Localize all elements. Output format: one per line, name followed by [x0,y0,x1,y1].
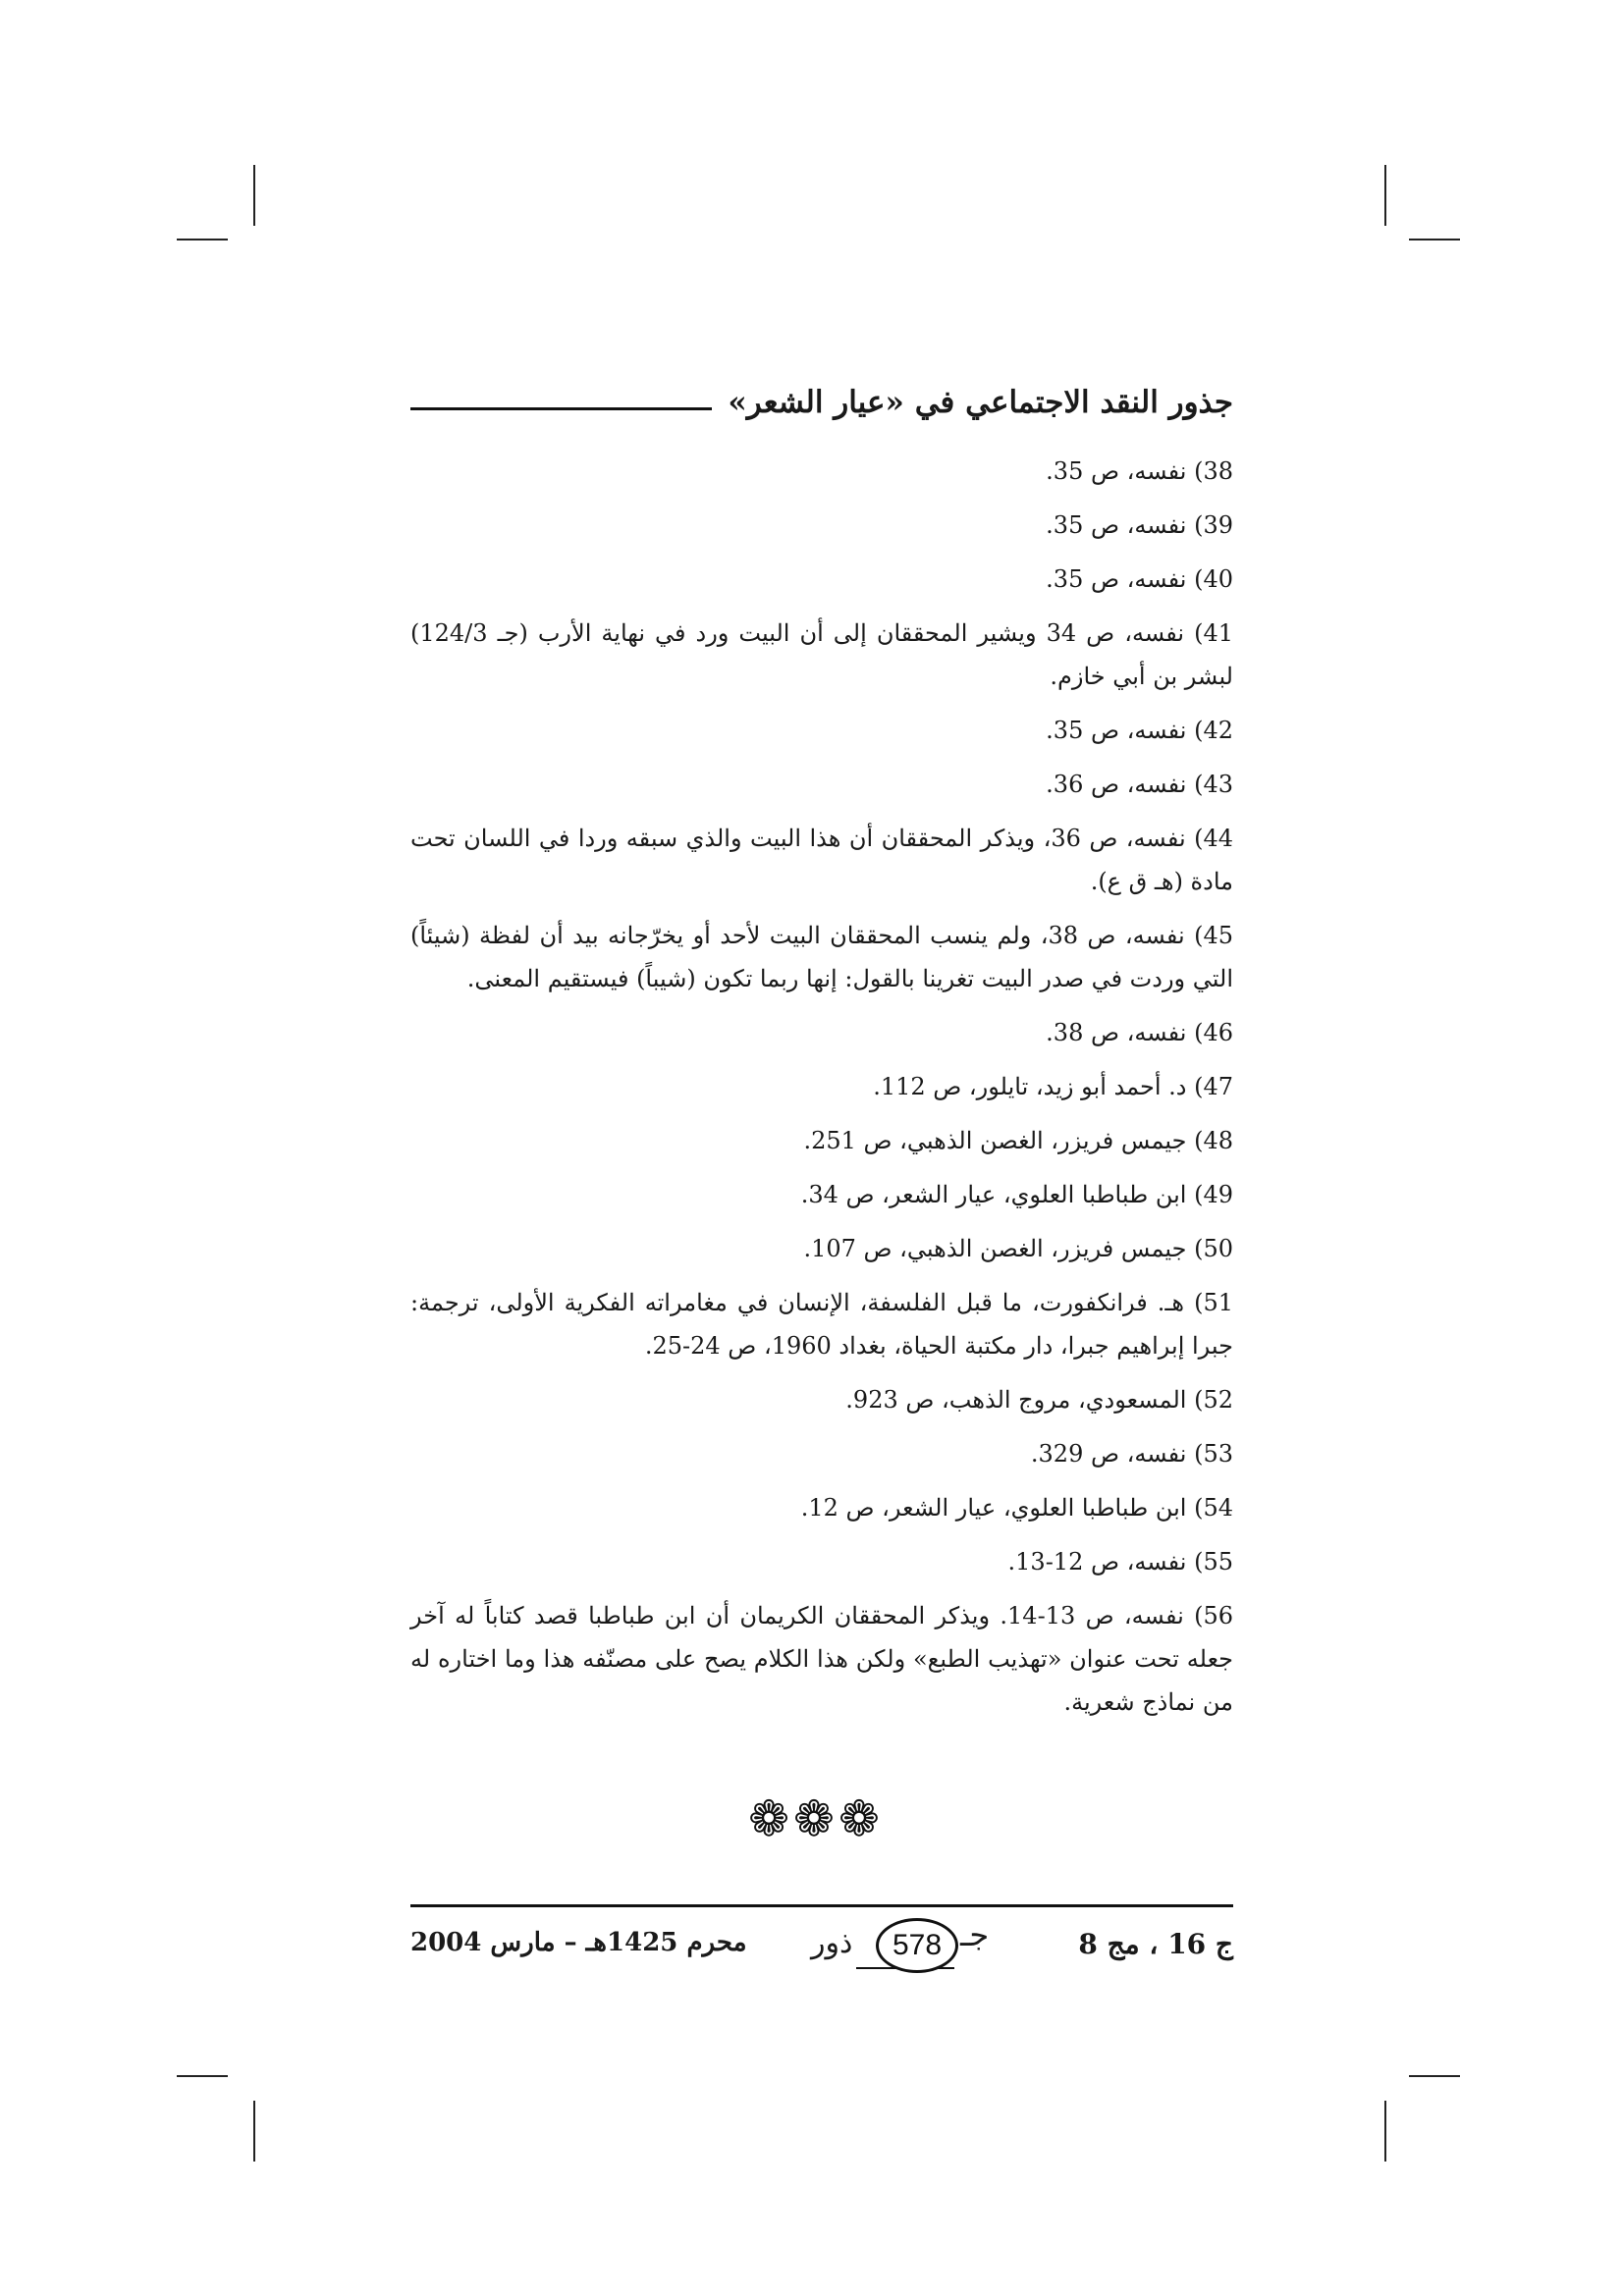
crop-mark [253,2101,255,2162]
endnote-51: 51) هـ. فرانكفورت، ما قبل الفلسفة، الإنسان في مغامراته الفكرية الأولى، ترجمة: جبرا إبراهيم جبرا، دار مكتبة الحياة، بغداد 1960، ص 24-25. [410,1289,1233,1360]
endnote-41: 41) نفسه، ص 34 ويشير المحققان إلى أن البيت ورد في نهاية الأرب (جـ 124/3) لبشر بن أبي خازم. [410,619,1234,690]
crop-mark [177,239,228,240]
endnote-54: 54) ابن طباطبا العلوي، عيار الشعر، ص 12. [800,1494,1233,1522]
endnote-50: 50) جيمس فريزر، الغصن الذهبي، ص 107. [803,1235,1233,1262]
endnote-46: 46) نفسه، ص 38. [1046,1019,1233,1046]
header-rule [410,407,712,410]
crop-mark [1384,2101,1386,2162]
page-footer [410,1908,1233,1987]
issue-date: محرم 1425هـ – مارس 2004 [410,1928,747,1957]
endnotes-list [410,450,1233,1735]
footer-rule [410,1904,1233,1907]
page-number: 578 [876,1918,958,1973]
crop-mark [253,165,255,226]
crop-mark [1384,165,1386,226]
flower-ornament-icon: ❁❁❁ [748,1790,884,1847]
endnote-53: 53) نفسه، ص 329. [1030,1440,1233,1468]
endnote-47: 47) د. أحمد أبو زيد، تايلور، ص 112. [873,1073,1233,1100]
endnote-39: 39) نفسه، ص 35. [1046,511,1233,539]
endnote-55: 55) نفسه، ص 12-13. [1007,1548,1233,1575]
endnote-43: 43) نفسه، ص 36. [1046,771,1233,798]
crop-mark [177,2075,228,2077]
endnote-56: 56) نفسه، ص 13-14. ويذكر المحققان الكريمان أن ابن طباطبا قصد كتاباً له آخر جعله تحت عنوان «تهذيب الطبع» ولكن هذا الكلام يصح على مصنّفه هذا وما اختاره له من نماذج شعرية. [410,1602,1233,1716]
endnote-49: 49) ابن طباطبا العلوي، عيار الشعر، ص 34. [800,1181,1233,1208]
logo-text-left: ذور [811,1926,853,1960]
page-title: جذور النقد الاجتماعي في «عيار الشعر» [728,385,1233,420]
endnote-45: 45) نفسه، ص 38، ولم ينسب المحققان البيت لأحد أو يخرّجانه بيد أن لفظة (شيئاً) التي وردت في صدر البيت تغرينا بالقول: إنها ربما تكون (شيباً) فيستقيم المعنى. [410,922,1234,992]
endnote-44: 44) نفسه، ص 36، ويذكر المحققان أن هذا البيت والذي سبقه وردا في اللسان تحت مادة (هـ ق ع). [410,825,1233,895]
endnote-42: 42) نفسه، ص 35. [1046,717,1233,744]
running-header [410,373,1233,432]
issue-label: ج 16 ، مج 8 [1078,1928,1233,1960]
crop-mark [1409,239,1460,240]
journal-logo [774,1908,1009,1987]
logo-text-right: جـ [960,1916,990,1953]
endnote-40: 40) نفسه، ص 35. [1046,565,1233,593]
endnote-52: 52) المسعودي، مروج الذهب، ص 923. [845,1386,1233,1414]
endnote-38: 38) نفسه، ص 35. [1046,457,1233,485]
endnote-48: 48) جيمس فريزر، الغصن الذهبي، ص 251. [803,1127,1233,1154]
crop-mark [1409,2075,1460,2077]
